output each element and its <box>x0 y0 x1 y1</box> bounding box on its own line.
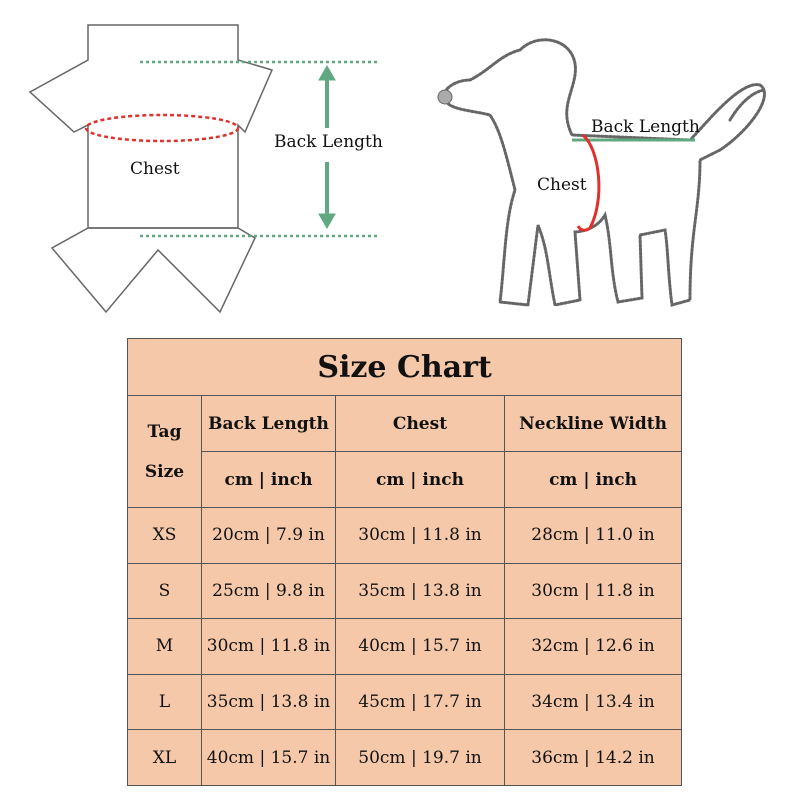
measurement-diagram <box>0 0 800 330</box>
chest-cell: 30cm | 11.8 in <box>336 508 505 564</box>
size-cell: XL <box>128 730 202 786</box>
back-length-cell: 40cm | 15.7 in <box>202 730 336 786</box>
unit-header-neckline-width: cm | inch <box>505 452 682 508</box>
size-chart <box>127 338 681 786</box>
table-row <box>128 619 682 675</box>
diagram-art <box>0 0 800 330</box>
chest-cell: 45cm | 17.7 in <box>336 674 505 730</box>
neckline-width-cell: 28cm | 11.0 in <box>505 508 682 564</box>
size-cell: S <box>128 563 202 619</box>
tag-header-line1: Tag <box>147 421 182 442</box>
column-header-chest: Chest <box>336 396 505 452</box>
tag-size-header <box>128 396 202 508</box>
table-row <box>128 508 682 564</box>
chest-cell: 40cm | 15.7 in <box>336 619 505 675</box>
chest-cell: 35cm | 13.8 in <box>336 563 505 619</box>
neckline-width-cell: 32cm | 12.6 in <box>505 619 682 675</box>
neckline-width-cell: 30cm | 11.8 in <box>505 563 682 619</box>
table-row <box>128 730 682 786</box>
size-cell: XS <box>128 508 202 564</box>
unit-header-chest: cm | inch <box>336 452 505 508</box>
tag-header-line2: Size <box>144 461 185 482</box>
back-length-cell: 25cm | 9.8 in <box>202 563 336 619</box>
column-header-back-length: Back Length <box>202 396 336 452</box>
size-cell: L <box>128 674 202 730</box>
size-cell: M <box>128 619 202 675</box>
shirt-back-length-label: Back Length <box>274 132 383 152</box>
table-row <box>128 563 682 619</box>
chest-cell: 50cm | 19.7 in <box>336 730 505 786</box>
unit-header-back-length: cm | inch <box>202 452 336 508</box>
table-row <box>128 674 682 730</box>
size-chart-table <box>127 338 682 786</box>
neckline-width-cell: 36cm | 14.2 in <box>505 730 682 786</box>
shirt-chest-label: Chest <box>130 159 180 179</box>
dog-illustration <box>444 40 765 305</box>
column-header-neckline-width: Neckline Width <box>505 396 682 452</box>
back-length-cell: 20cm | 7.9 in <box>202 508 336 564</box>
dog-back-length-label: Back Length <box>591 117 700 137</box>
back-length-cell: 30cm | 11.8 in <box>202 619 336 675</box>
neckline-width-cell: 34cm | 13.4 in <box>505 674 682 730</box>
back-length-cell: 35cm | 13.8 in <box>202 674 336 730</box>
shirt-chest-line <box>86 115 238 141</box>
dog-chest-label: Chest <box>537 175 587 195</box>
size-chart-title: Size Chart <box>128 339 682 396</box>
dog-nose-icon <box>438 90 452 104</box>
